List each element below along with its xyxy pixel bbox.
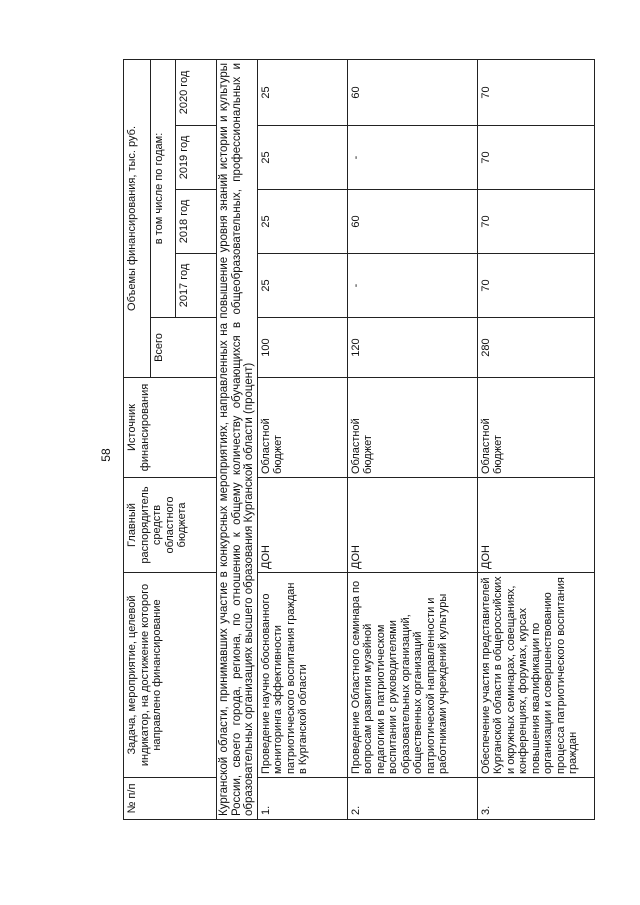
table-row bbox=[347, 59, 477, 819]
row-source: Областной бюджет bbox=[257, 378, 347, 478]
row-2018: 60 bbox=[347, 190, 477, 254]
row-manager: ДОН bbox=[347, 478, 477, 573]
row-2020: 25 bbox=[257, 59, 347, 125]
header-by-years: в том числе по годам: bbox=[151, 59, 176, 317]
row-total: 100 bbox=[257, 318, 347, 378]
row-task: Проведение Областного семинара по вопросам развития музейной педагогики в патриотическом воспитании с руководителями образовательных организаций, общественных организаций патриотической направленности и работниками учреждений культуры bbox=[347, 573, 477, 778]
header-num: № п/п bbox=[124, 778, 217, 820]
table-row bbox=[257, 59, 347, 819]
row-total: 120 bbox=[347, 318, 477, 378]
row-2017: - bbox=[347, 254, 477, 318]
row-2020: 70 bbox=[477, 59, 594, 125]
header-task: Задача, мероприятие, целевой индикатор, на достижение которого направлено финансирование bbox=[124, 573, 217, 778]
section-text: Курганской области, принимавших участие в конкурсных мероприятиях, направленных на повышение уровня знаний истории и культуры России, своего города, региона, по отношению к общему количеству обучающихся в общеобразовательных, профессиональных и образовательных организациях высшего образования Курганской области (процент) bbox=[217, 59, 258, 819]
row-num: 3. bbox=[477, 778, 594, 820]
row-num: 2. bbox=[347, 778, 477, 820]
header-manager: Главный распорядитель средств областного бюджета bbox=[124, 478, 217, 573]
row-2019: 25 bbox=[257, 126, 347, 190]
rotated-table-container bbox=[123, 60, 623, 820]
row-manager: ДОН bbox=[257, 478, 347, 573]
header-row-1 bbox=[124, 59, 151, 819]
header-year-2019: 2019 год bbox=[176, 126, 217, 190]
header-year-2017: 2017 год bbox=[176, 254, 217, 318]
row-source: Областной бюджет bbox=[347, 378, 477, 478]
section-row bbox=[217, 59, 258, 819]
header-year-2018: 2018 год bbox=[176, 190, 217, 254]
row-total: 280 bbox=[477, 318, 594, 378]
row-2018: 70 bbox=[477, 190, 594, 254]
row-source: Областной бюджет bbox=[477, 378, 594, 478]
financing-table bbox=[123, 59, 595, 820]
header-source: Источник финансирования bbox=[124, 378, 217, 478]
row-2017: 25 bbox=[257, 254, 347, 318]
row-num: 1. bbox=[257, 778, 347, 820]
row-2019: - bbox=[347, 126, 477, 190]
row-2020: 60 bbox=[347, 59, 477, 125]
row-2018: 25 bbox=[257, 190, 347, 254]
header-volumes: Объемы финансирования, тыс. руб. bbox=[124, 59, 151, 377]
row-task: Проведение научно обоснованного мониторинга эффективности патриотического воспитания граждан в Курганской области bbox=[257, 573, 347, 778]
row-task: Обеспечение участия представителей Курганской области в общероссийских и окружных семинарах, совещаниях, конференциях, форумах, курсах повышения квалификации по организации и совершенствованию процесса патриотического воспитания граждан bbox=[477, 573, 594, 778]
row-2017: 70 bbox=[477, 254, 594, 318]
table-row bbox=[477, 59, 594, 819]
header-total: Всего bbox=[151, 318, 217, 378]
page-number: 58 bbox=[99, 448, 113, 462]
header-year-2020: 2020 год bbox=[176, 59, 217, 125]
row-manager: ДОН bbox=[477, 478, 594, 573]
row-2019: 70 bbox=[477, 126, 594, 190]
